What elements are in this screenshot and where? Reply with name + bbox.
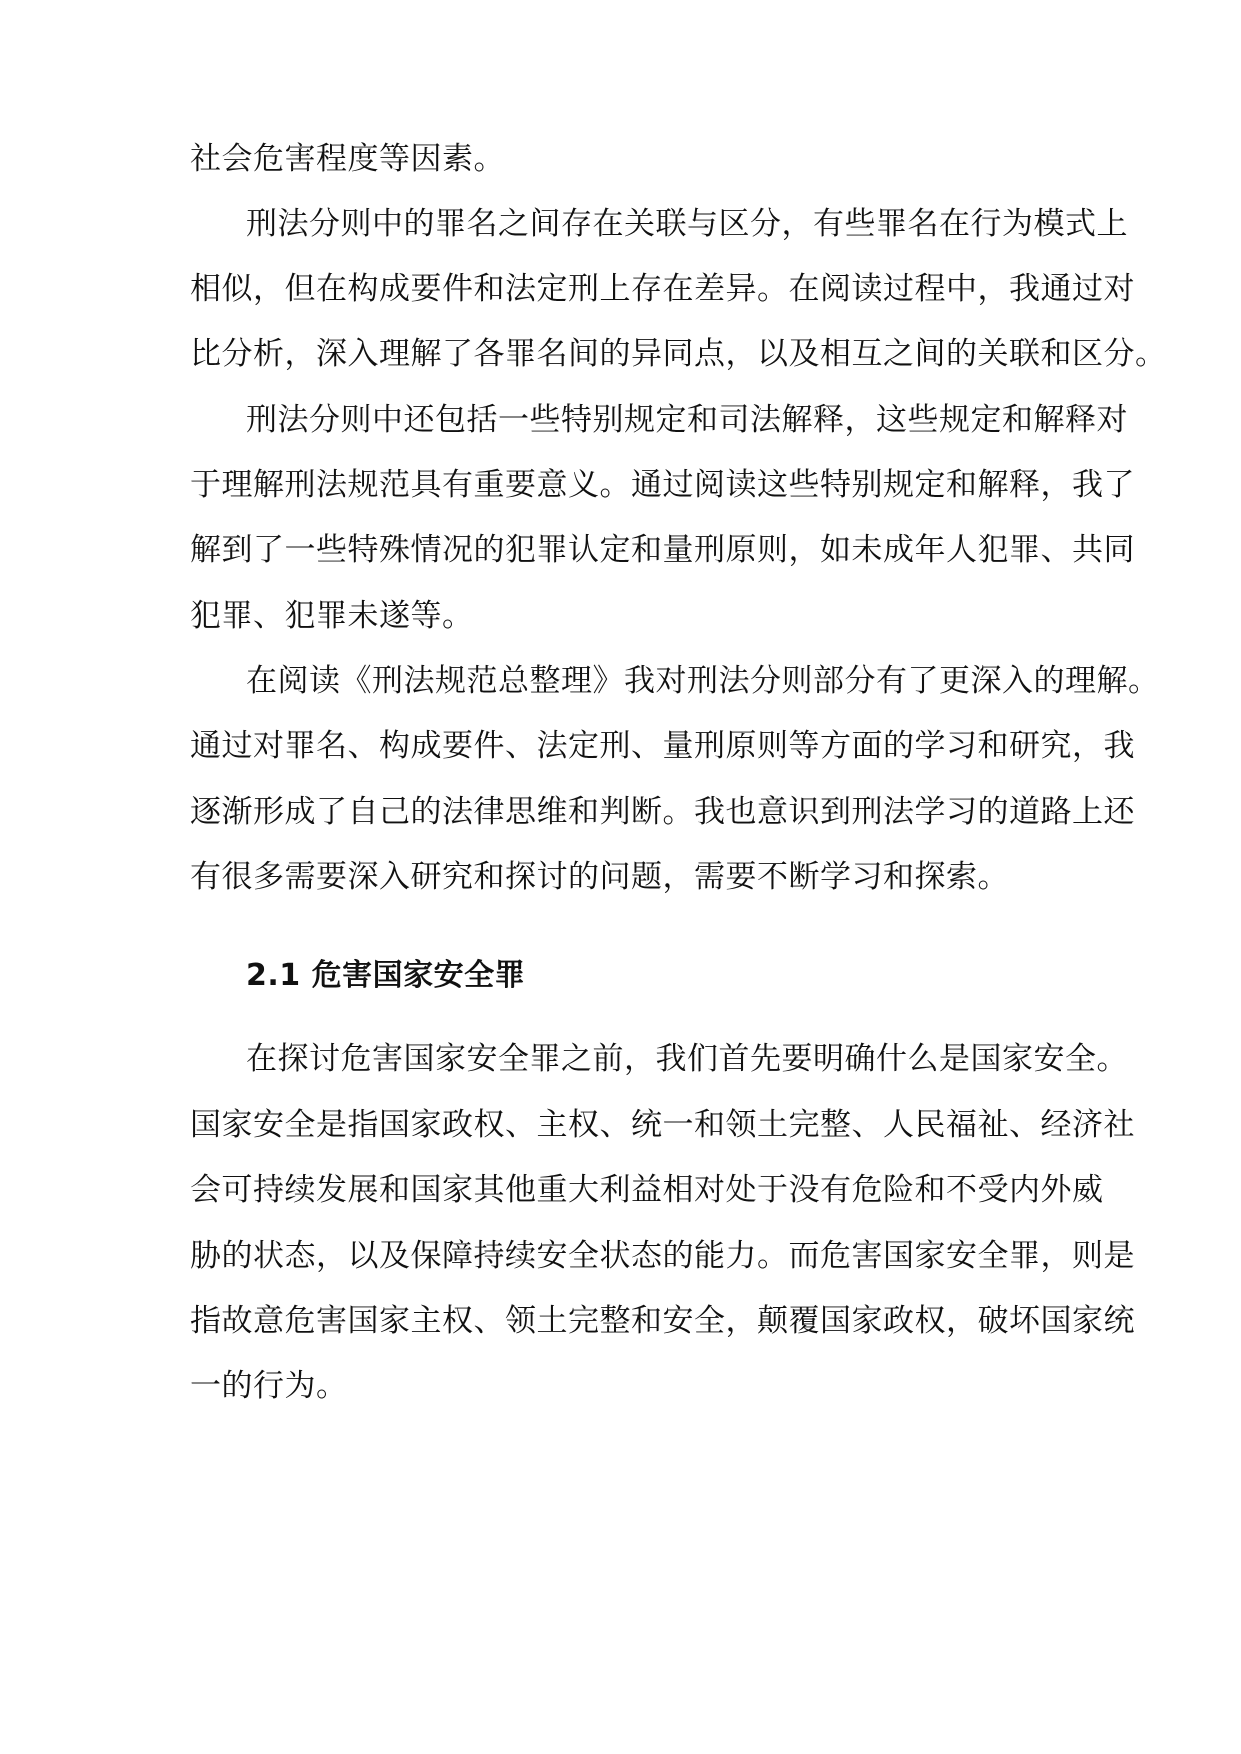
paragraph-line: 有很多需要深入研究和探讨的问题，需要不断学习和探索。 (190, 859, 1009, 895)
paragraph-line: 解到了一些特殊情况的犯罪认定和量刑原则，如未成年人犯罪、共同 (190, 532, 1135, 568)
paragraph-line: 在探讨危害国家安全罪之前，我们首先要明确什么是国家安全。 (246, 1041, 1128, 1077)
paragraph-line: 逐渐形成了自己的法律思维和判断。我也意识到刑法学习的道路上还 (190, 794, 1135, 830)
paragraph-line: 于理解刑法规范具有重要意义。通过阅读这些特别规定和解释，我了 (190, 467, 1135, 503)
paragraph-line: 比分析，深入理解了各罪名间的异同点，以及相互之间的关联和区分。 (190, 336, 1167, 372)
paragraph-line: 指故意危害国家主权、领土完整和安全，颠覆国家政权，破坏国家统 (190, 1303, 1135, 1339)
paragraph-line: 国家安全是指国家政权、主权、统一和领土完整、人民福祉、经济社 (190, 1107, 1135, 1143)
paragraph-line: 相似，但在构成要件和法定刑上存在差异。在阅读过程中，我通过对 (190, 271, 1135, 307)
paragraph-line: 一的行为。 (190, 1368, 348, 1404)
paragraph-line: 会可持续发展和国家其他重大利益相对处于没有危险和不受内外威 (190, 1172, 1104, 1208)
paragraph-line: 通过对罪名、构成要件、法定刑、量刑原则等方面的学习和研究，我 (190, 728, 1135, 764)
paragraph-line: 社会危害程度等因素。 (190, 141, 505, 177)
paragraph-line: 在阅读《刑法规范总整理》我对刑法分则部分有了更深入的理解。 (246, 663, 1160, 699)
paragraph-line: 刑法分则中的罪名之间存在关联与区分，有些罪名在行为模式上 (246, 206, 1128, 242)
paragraph-line: 胁的状态，以及保障持续安全状态的能力。而危害国家安全罪，则是 (190, 1238, 1135, 1274)
paragraph-line: 刑法分则中还包括一些特别规定和司法解释，这些规定和解释对 (246, 402, 1128, 438)
section-heading: 2.1 危害国家安全罪 (246, 958, 526, 993)
paragraph-line: 犯罪、犯罪未遂等。 (190, 598, 474, 634)
